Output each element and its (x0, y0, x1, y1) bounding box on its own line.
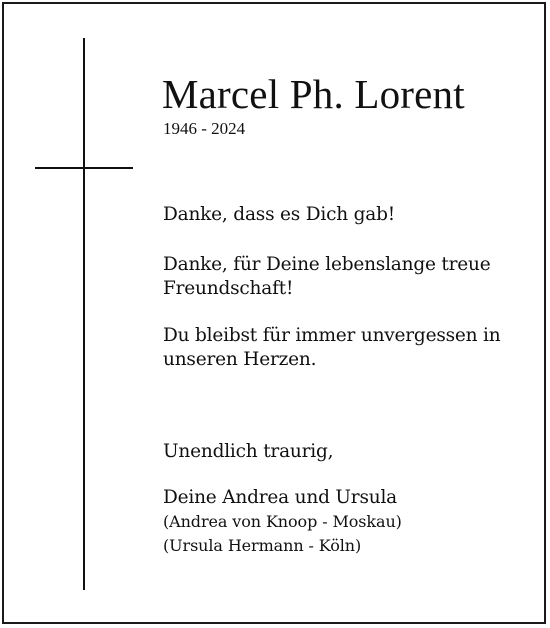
closing-line: Unendlich traurig, (163, 441, 334, 462)
message-line-2a: Danke, für Deine lebenslange treue (163, 254, 491, 275)
message-line-1: Danke, dass es Dich gab! (163, 204, 396, 225)
cross-vertical-bar (83, 38, 85, 590)
deceased-name: Marcel Ph. Lorent (162, 71, 465, 117)
signatories-main: Deine Andrea und Ursula (163, 487, 398, 508)
signatory-1: (Andrea von Knoop - Moskau) (163, 512, 402, 531)
message-line-2b: Freundschaft! (163, 278, 294, 299)
life-dates: 1946 - 2024 (163, 119, 246, 138)
cross-horizontal-bar (35, 167, 133, 169)
message-line-3b: unseren Herzen. (163, 349, 317, 370)
signatory-2: (Ursula Hermann - Köln) (163, 536, 362, 555)
message-line-3a: Du bleibst für immer unvergessen in (163, 325, 501, 346)
